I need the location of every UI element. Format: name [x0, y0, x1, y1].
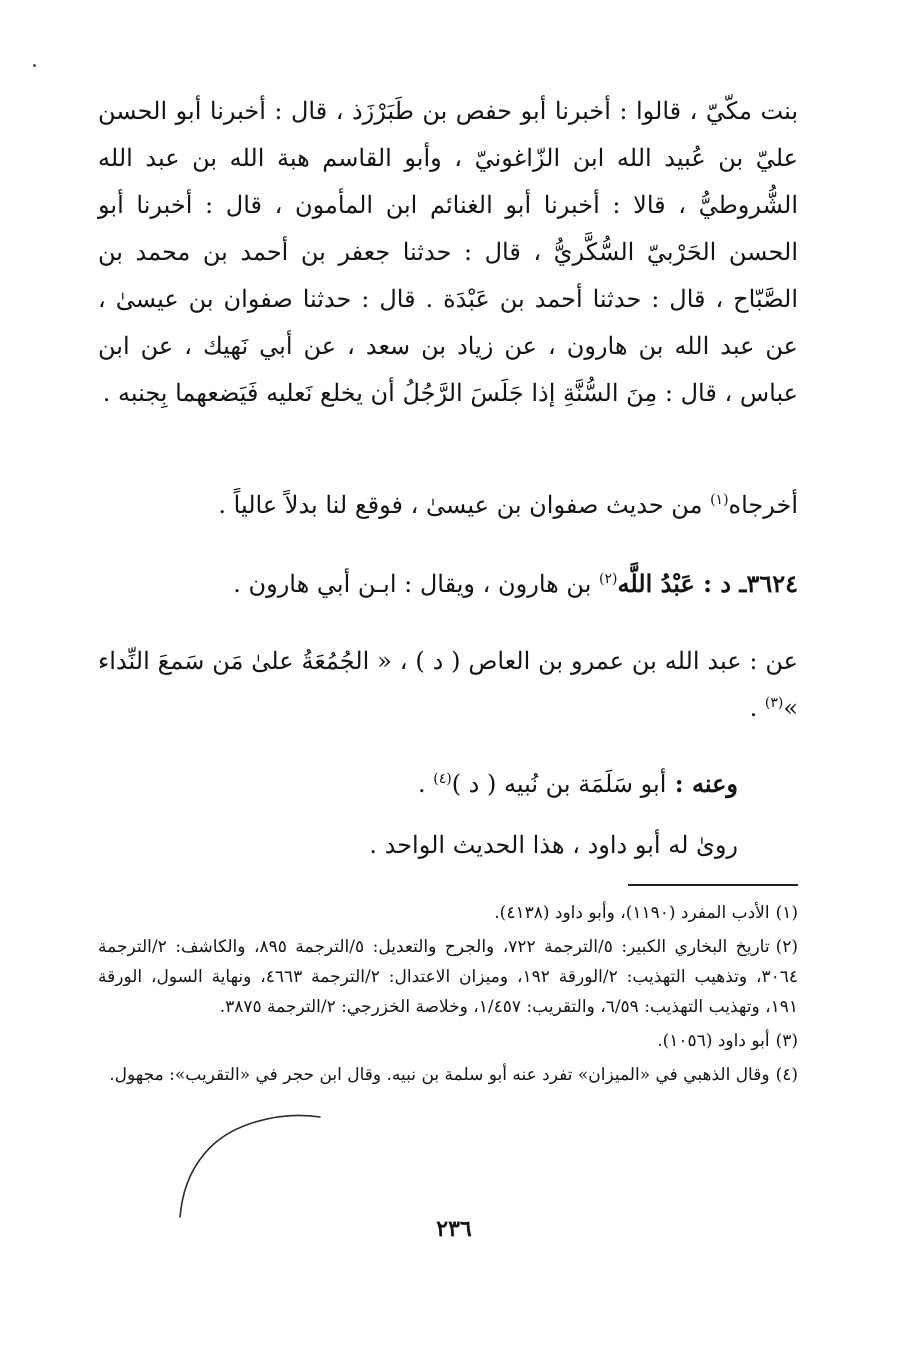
footnotes-section [98, 898, 798, 1094]
footnote-marker-3: (٣) [764, 695, 784, 711]
takhrij-paragraph [98, 482, 798, 529]
handwritten-pen-stroke [170, 1105, 330, 1220]
footnote-text: الأدب المفرد (١١٩٠)، وأبو داود (٤١٣٨). [494, 903, 770, 923]
entry-code: ـ د : [694, 569, 747, 598]
footnote-marker-4: (٤) [433, 771, 452, 787]
footnote-text: وقال الذهبي في «الميزان» تفرد عنه أبو سلمة بن نبيه. وقال ابن حجر في «التقريب»: مجهول. [109, 1065, 770, 1085]
footnote-number: (١) [775, 903, 798, 923]
footnote-3 [98, 1026, 798, 1056]
narrated-by-end: . [417, 770, 434, 798]
entry-name-rest: بن هارون ، ويقال : ابـن أبي هارون . [233, 570, 599, 598]
narrated-by-text: أبو سَلَمَة بن نُبيه ( د ) [451, 770, 667, 798]
footnote-number: (٢) [775, 937, 798, 957]
footnote-2 [98, 932, 798, 1022]
narrated-by-paragraph [98, 760, 738, 808]
footnote-1 [98, 898, 798, 928]
footnote-4 [98, 1060, 798, 1090]
narrated-from-paragraph [98, 638, 798, 732]
transmission-note: روىٰ له أبو داود ، هذا الحديث الواحد . [369, 831, 738, 859]
scan-speck [33, 64, 36, 67]
takhrij-before: أخرجاه [728, 491, 798, 519]
footnote-marker-1: (١) [710, 492, 729, 508]
footnote-number: (٤) [775, 1065, 798, 1085]
page-number: ٢٣٦ [436, 1216, 472, 1242]
isnad-paragraph: بنت مكّيّ ، قالوا : أخبرنا أبو حفص بن طَبَرْزَذ ، قال : أخبرنا أبو الحسن عليّ بن عُبيد الله ابن الزّاغونيّ ، وأبو القاسم هبة الله بن عبد الله الشُّروطيُّ ، قالا : أخبرنا أبو الغنائم ابن المأمون ، قال : أخبرنا أبو الحسن الحَرْبيّ السُّكَّريُّ ، قال : حدثنا جعفر بن أحمد بن محمد بن الصَّبّاح ، قال : حدثنا أحمد بن عَبْدَة . قال : حدثنا صفوان بن عيسىٰ ، عن عبد الله بن هارون ، عن زياد بن سعد ، عن أبي نَهيك ، عن ابن عباس ، قال : مِنَ السُّنَّةِ إذا جَلَسَ الرَّجُلُ أن يخلع نَعليه فَيَضعهما بِجنبه . [98, 97, 798, 407]
footnote-number: (٣) [775, 1031, 798, 1051]
footnote-text: أبو داود (١٠٥٦). [657, 1031, 770, 1051]
entry-number: ٣٦٢٤ [746, 569, 798, 598]
entry-name: عَبْدُ اللَّه [617, 569, 695, 598]
footnote-separator [628, 884, 798, 886]
footnote-text: تاريخ البخاري الكبير: ٥/الترجمة ٧٢٢، والجرح والتعديل: ٥/الترجمة ٨٩٥، والكاشف: ٢/الترجمة ٣٠٦٤، وتذهيب التهذيب: ٢/الورقة ١٩٢، وميزان الاعتدال: ٢/الترجمة ٤٦٦٣، ونهاية السول، الورقة ١٩١، وتهذيب التهذيب: ٦/٥٩، والتقريب: ١/٤٥٧، وخلاصة الخزرجي: ٢/الترجمة ٣٨٧٥. [98, 937, 799, 1017]
takhrij-after: من حديث صفوان بن عيسىٰ ، فوقع لنا بدلاً عالياً . [218, 491, 711, 519]
entry-heading [98, 560, 798, 608]
footnote-marker-2: (٢) [599, 571, 618, 587]
narrated-from-end: . [749, 694, 765, 722]
narrated-from-text: عن : عبد الله بن عمرو بن العاص ( د ) ، « الجُمُعَةُ علىٰ مَن سَمعَ النِّداء » [98, 647, 798, 722]
narrated-by-label: وعنه : [666, 769, 738, 798]
